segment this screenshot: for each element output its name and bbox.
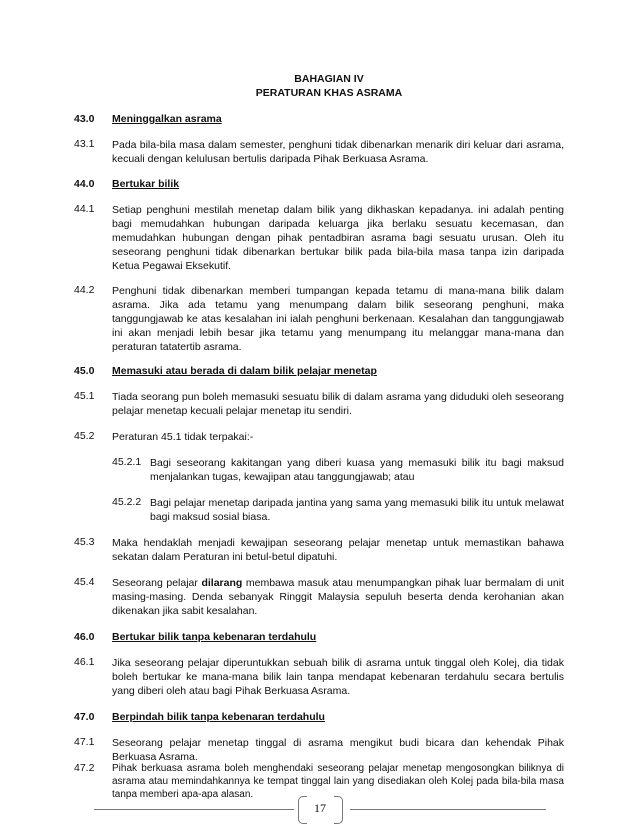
section-heading: Meninggalkan asrama: [112, 113, 222, 125]
section-number: 47.0: [74, 711, 95, 723]
part-title: BAHAGIAN IV: [294, 73, 364, 85]
clause-text: Pada bila-bila masa dalam semester, penghuni tidak dibenarkan menarik diri keluar dari asrama, kecuali dengan kelulusan bertulis daripada Pihak Berkuasa Asrama.: [112, 139, 564, 165]
clause-number: 47.2: [74, 762, 95, 774]
clause-number: 46.1: [74, 656, 95, 668]
subclause-text: Bagi pelajar menetap daripada jantina yang sama yang memasuki bilik itu untuk melawat bagi maksud sosial biasa.: [150, 497, 564, 523]
clause-number: 44.1: [74, 203, 95, 215]
section-number: 46.0: [74, 631, 95, 643]
clause-number: 47.1: [74, 736, 95, 748]
clause-text-part: Seseorang pelajar: [112, 577, 202, 589]
subclause-number: 45.2.1: [112, 456, 142, 468]
clause-text: Setiap penghuni mestilah menetap dalam bilik yang dikhaskan kepadanya. ini adalah penting bagi memudahkan hubungan daripada keluarga jika berlaku sesuatu kecemasan, dan memudahkan hubungan dengan pihak pentadbiran asrama bagi sesuatu urusan. Oleh itu seseorang penghuni tidak dibenarkan bertukar bilik pada bila-bila masa tanpa izin daripada Ketua Pegawai Eksekutif.: [112, 204, 564, 272]
section-number: 43.0: [74, 113, 95, 125]
clause-number: 44.2: [74, 284, 95, 296]
subclause-text: Bagi seseorang kakitangan yang diberi kuasa yang memasuki bilik itu bagi maksud menjalankan tugas, kewajipan atau tanggungjawab; atau: [150, 457, 564, 483]
section-heading: Bertukar bilik: [112, 178, 180, 190]
clause-text: Penghuni tidak dibenarkan memberi tumpangan kepada tetamu di mana-mana bilik dalam asrama. Jika ada tetamu yang menumpang dalam bilik seseorang penghuni, maka tanggungjawab ke atas kesalahan ini ialah penghuni berkenaan. Kesalahan dan tanggungjawab ini akan menjadi lebih besar jika tetamu yang menumpang itu melanggar mana-mana dan peraturan tatatertib asrama.: [112, 285, 564, 353]
clause-text: [112, 576, 564, 618]
rules-title: PERATURAN KHAS ASRAMA: [255, 87, 403, 99]
clause-text-part: membawa masuk atau menumpangkan pihak luar bermalam di unit masing-masing. Denda sebanyak Ringgit Malaysia sepuluh beserta denda kerohanian akan dikenakan jika sabit kesalahan.: [112, 577, 564, 617]
clause-text: Pihak berkuasa asrama boleh menghendaki seseorang pelajar menetap mengosongkan biliknya di asrama atau memindahkannya ke tempat tinggal lain yang disediakan oleh Kolej pada bila-bila masa tanpa memberi apa-apa alasan.: [112, 763, 564, 800]
clause-text: Maka hendaklah menjadi kewajipan seseorang pelajar menetap untuk memastikan bahawa sekatan dalam Peraturan ini betul-betul dipatuhi.: [112, 537, 564, 563]
section-number: 44.0: [74, 178, 95, 190]
clause-text: Peraturan 45.1 tidak terpakai:-: [112, 431, 254, 443]
clause-text: Tiada seorang pun boleh memasuki sesuatu bilik di dalam asrama yang diduduki oleh seseorang pelajar menetap kecuali pelajar menetap itu sendiri.: [112, 391, 564, 417]
section-heading: Bertukar bilik tanpa kebenaran terdahulu: [112, 631, 317, 643]
section-heading: Berpindah bilik tanpa kebenaran terdahulu: [112, 711, 325, 723]
prohibited-emphasis: dilarang: [201, 577, 243, 589]
section-number: 45.0: [74, 365, 95, 377]
footer-rule-right: [350, 809, 546, 810]
clause-number: 45.4: [74, 576, 95, 588]
subclause-number: 45.2.2: [112, 496, 142, 508]
page-number: 17: [314, 801, 326, 815]
clause-text: Seseorang pelajar menetap tinggal di asrama mengikut budi bicara dan kehendak Pihak Berkuasa Asrama.: [112, 737, 564, 763]
footer-rule-left: [94, 809, 294, 810]
clause-number: 43.1: [74, 138, 95, 150]
clause-number: 45.3: [74, 536, 95, 548]
clause-number: 45.1: [74, 390, 95, 402]
section-heading: Memasuki atau berada di dalam bilik pelajar menetap: [112, 365, 377, 377]
clause-number: 45.2: [74, 430, 95, 442]
clause-text: Jika seseorang pelajar diperuntukkan sebuah bilik di asrama untuk tinggal oleh Kolej, dia tidak boleh bertukar ke mana-mana bilik lain tanpa mendapat kebenaran terdahulu secara bertulis yang diberi oleh atau bagi Pihak Berkuasa Asrama.: [112, 657, 564, 697]
